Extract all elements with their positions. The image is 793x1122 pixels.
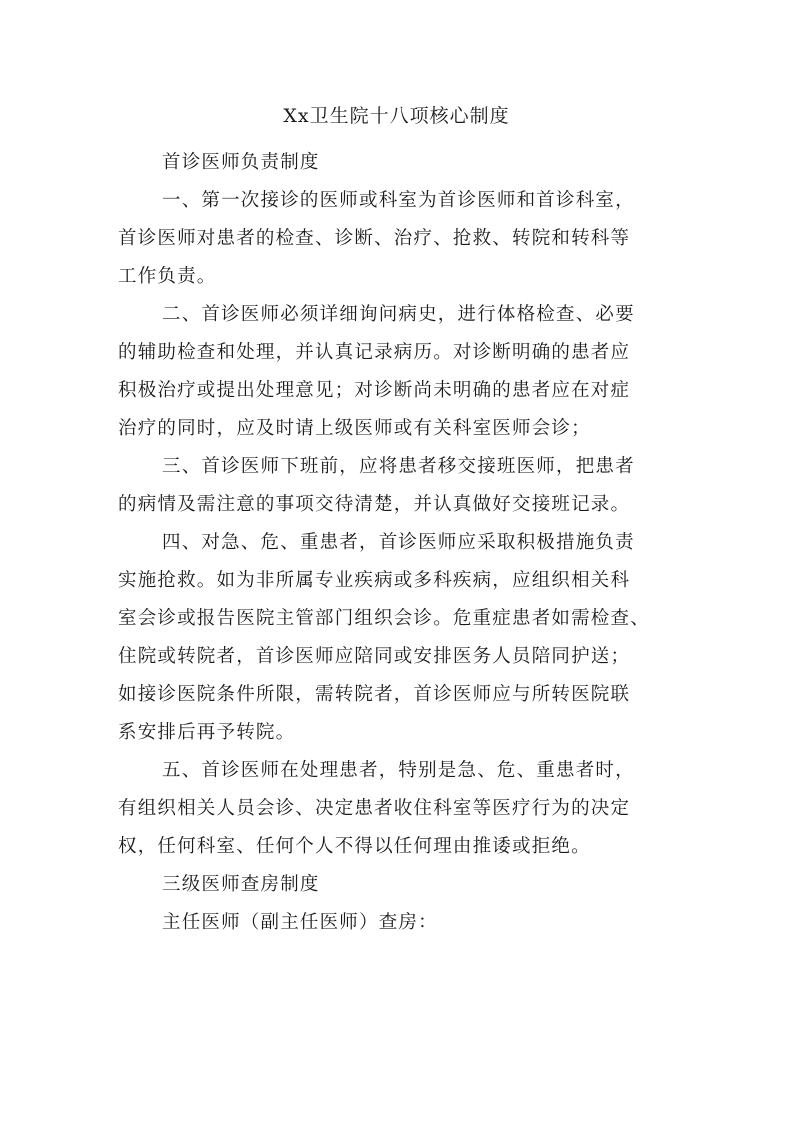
paragraph-line: 权，任何科室、任何个人不得以任何理由推诿或拒绝。 (118, 836, 591, 857)
subsection-heading: 主任医师（副主任医师）查房： (162, 912, 438, 933)
paragraph-line: 首诊医师对患者的检查、诊断、治疗、抢救、转院和转科等 (118, 228, 631, 249)
paragraph-line: 治疗的同时，应及时请上级医师或有关科室医师会诊； (118, 418, 591, 439)
paragraph-line: 有组织相关人员会诊、决定患者收住科室等医疗行为的决定 (118, 798, 631, 819)
paragraph-line: 一、第一次接诊的医师或科室为首诊医师和首诊科室， (162, 190, 635, 211)
paragraph-line: 住院或转院者，首诊医师应陪同或安排医务人员陪同护送； (118, 646, 631, 667)
section-heading-ward-rounds: 三级医师查房制度 (162, 874, 320, 895)
paragraph-line: 系安排后再予转院。 (118, 722, 296, 743)
paragraph-line: 室会诊或报告医院主管部门组织会诊。危重症患者如需检查、 (118, 608, 650, 629)
paragraph-line: 二、首诊医师必须详细询问病史，进行体格检查、必要 (162, 304, 635, 325)
paragraph-line: 三、首诊医师下班前，应将患者移交接班医师，把患者 (162, 456, 635, 477)
paragraph-line: 的辅助检查和处理，并认真记录病历。对诊断明确的患者应 (118, 342, 631, 363)
document-body (118, 144, 680, 942)
paragraph-line: 的病情及需注意的事项交待清楚，并认真做好交接班记录。 (118, 494, 631, 515)
paragraph-line: 四、对急、危、重患者，首诊医师应采取积极措施负责 (162, 532, 635, 553)
paragraph-line: 工作负责。 (118, 266, 217, 287)
paragraph-line: 五、首诊医师在处理患者，特别是急、危、重患者时， (162, 760, 635, 781)
section-heading-first-visit: 首诊医师负责制度 (162, 152, 320, 173)
paragraph-line: 积极治疗或提出处理意见；对诊断尚未明确的患者应在对症 (118, 380, 631, 401)
paragraph-line: 实施抢救。如为非所属专业疾病或多科疾病，应组织相关科 (118, 570, 631, 591)
document-title: Xx卫生院十八项核心制度 (283, 105, 510, 127)
paragraph-line: 如接诊医院条件所限，需转院者，首诊医师应与所转医院联 (118, 684, 631, 705)
